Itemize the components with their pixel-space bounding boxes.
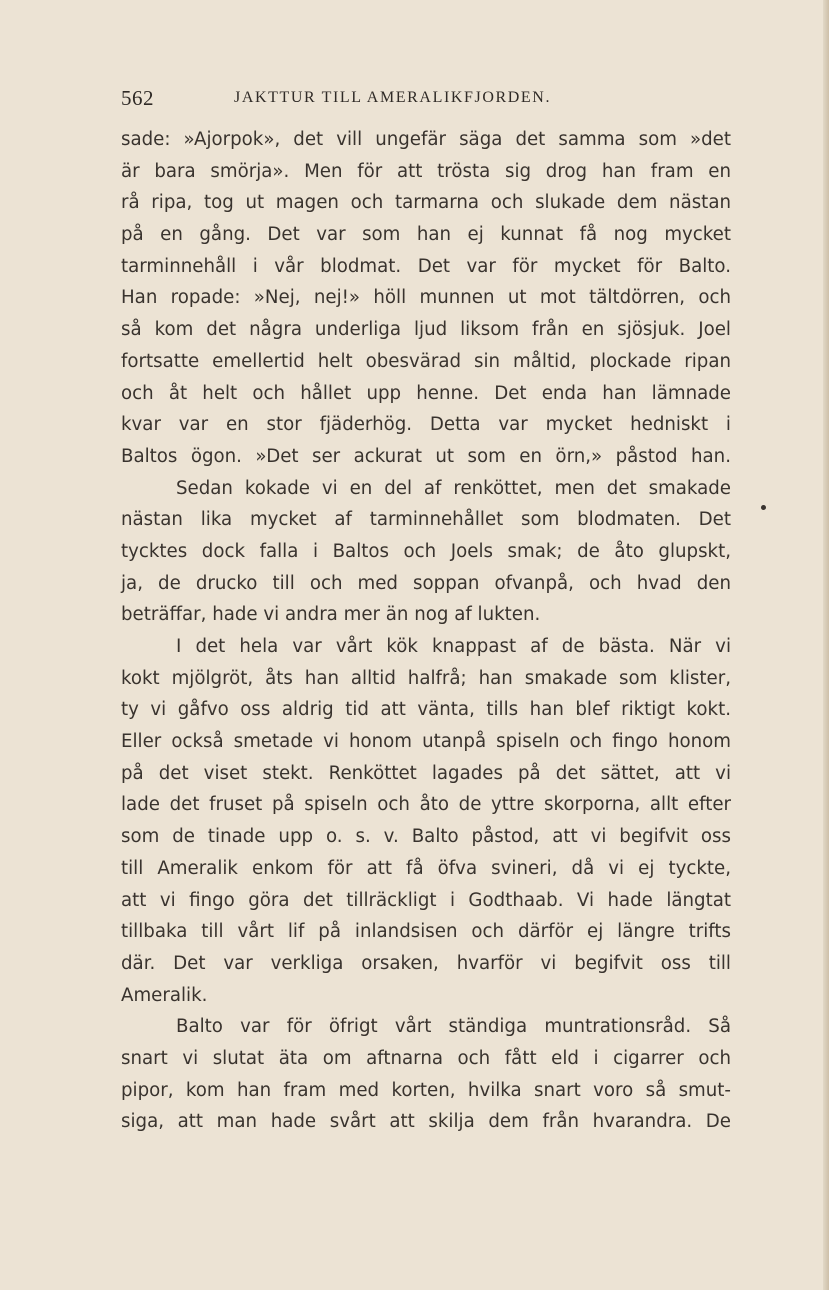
body-text — [121, 124, 731, 1138]
text-line: Sedan kokade vi en del af renköttet, men det smakade — [176, 477, 731, 499]
paragraph — [121, 1011, 731, 1138]
text-line: tillbaka till vårt lif på inlandsisen och därför ej längre trifts — [121, 921, 731, 943]
text-line: tarminnehåll i vår blodmat. Det var för mycket för Balto. — [121, 255, 731, 277]
text-line: är bara smörja». Men för att trösta sig drog han fram en — [121, 160, 731, 182]
text-line: siga, att man hade svårt att skilja dem från hvarandra. De — [121, 1111, 731, 1133]
text-line: snart vi slutat äta om aftnarna och fått eld i cigarrer och — [121, 1047, 731, 1069]
text-line: Baltos ögon. »Det ser ackurat ut som en örn,» påstod han. — [121, 445, 731, 467]
text-line: så kom det några underliga ljud liksom från en sjösjuk. Joel — [121, 319, 731, 341]
text-line: som de tinade upp o. s. v. Balto påstod, att vi begifvit oss — [121, 826, 731, 848]
text-line: lade det fruset på spiseln och åto de yttre skorporna, allt efter — [121, 794, 731, 816]
text-line: tycktes dock falla i Baltos och Joels smak; de åto glupskt, — [121, 540, 731, 562]
text-line: till Ameralik enkom för att få öfva svineri, då vi ej tyckte, — [121, 857, 731, 879]
page-edge — [823, 0, 829, 1290]
text-line: och åt helt och hållet upp henne. Det enda han lämnade — [121, 382, 731, 404]
paragraph — [121, 631, 731, 1011]
text-line: på det viset stekt. Renköttet lagades på det sättet, att vi — [121, 762, 731, 784]
page-header — [121, 86, 731, 114]
text-line: ja, de drucko till och med soppan ofvanpå, och hvad den — [121, 572, 731, 594]
text-line: att vi fingo göra det tillräckligt i Godthaab. Vi hade längtat — [121, 889, 731, 911]
text-line: Balto var för öfrigt vårt ständiga muntrationsråd. Så — [176, 1016, 731, 1038]
text-line: Eller också smetade vi honom utanpå spiseln och fingo honom — [121, 731, 731, 753]
text-line: på en gång. Det var som han ej kunnat få nog mycket — [121, 224, 731, 246]
text-line: I det hela var vårt kök knappast af de bästa. När vi — [176, 636, 731, 657]
text-line: Ameralik. — [121, 984, 208, 1006]
text-line: kvar var en stor fjäderhög. Detta var mycket hedniskt i — [121, 414, 731, 436]
text-line: ty vi gåfvo oss aldrig tid att vänta, tills han blef riktigt kokt. — [121, 699, 731, 721]
text-line: pipor, kom han fram med korten, hvilka snart voro så smut- — [121, 1079, 731, 1101]
running-title: JAKTTUR TILL AMERALIKFJORDEN. — [234, 89, 552, 106]
page-number: 562 — [121, 86, 154, 110]
text-line: beträffar, hade vi andra mer än nog af lukten. — [121, 604, 541, 626]
text-line: där. Det var verkliga orsaken, hvarför vi begifvit oss till — [121, 952, 731, 974]
text-line: kokt mjölgröt, åts han alltid halfrå; han smakade som klister, — [121, 667, 731, 689]
text-line: nästan lika mycket af tarminnehållet som blodmaten. Det — [121, 509, 731, 531]
paragraph — [121, 124, 731, 473]
text-line: sade: »Ajorpok», det vill ungefär säga det samma som »det — [121, 129, 731, 150]
paragraph — [121, 473, 731, 631]
text-line: rå ripa, tog ut magen och tarmarna och slukade dem nästan — [121, 192, 731, 214]
ink-speck — [761, 505, 766, 510]
text-line: Han ropade: »Nej, nej!» höll munnen ut mot tältdörren, och — [121, 287, 731, 309]
text-line: fortsatte emellertid helt obesvärad sin måltid, plockade ripan — [121, 350, 731, 372]
